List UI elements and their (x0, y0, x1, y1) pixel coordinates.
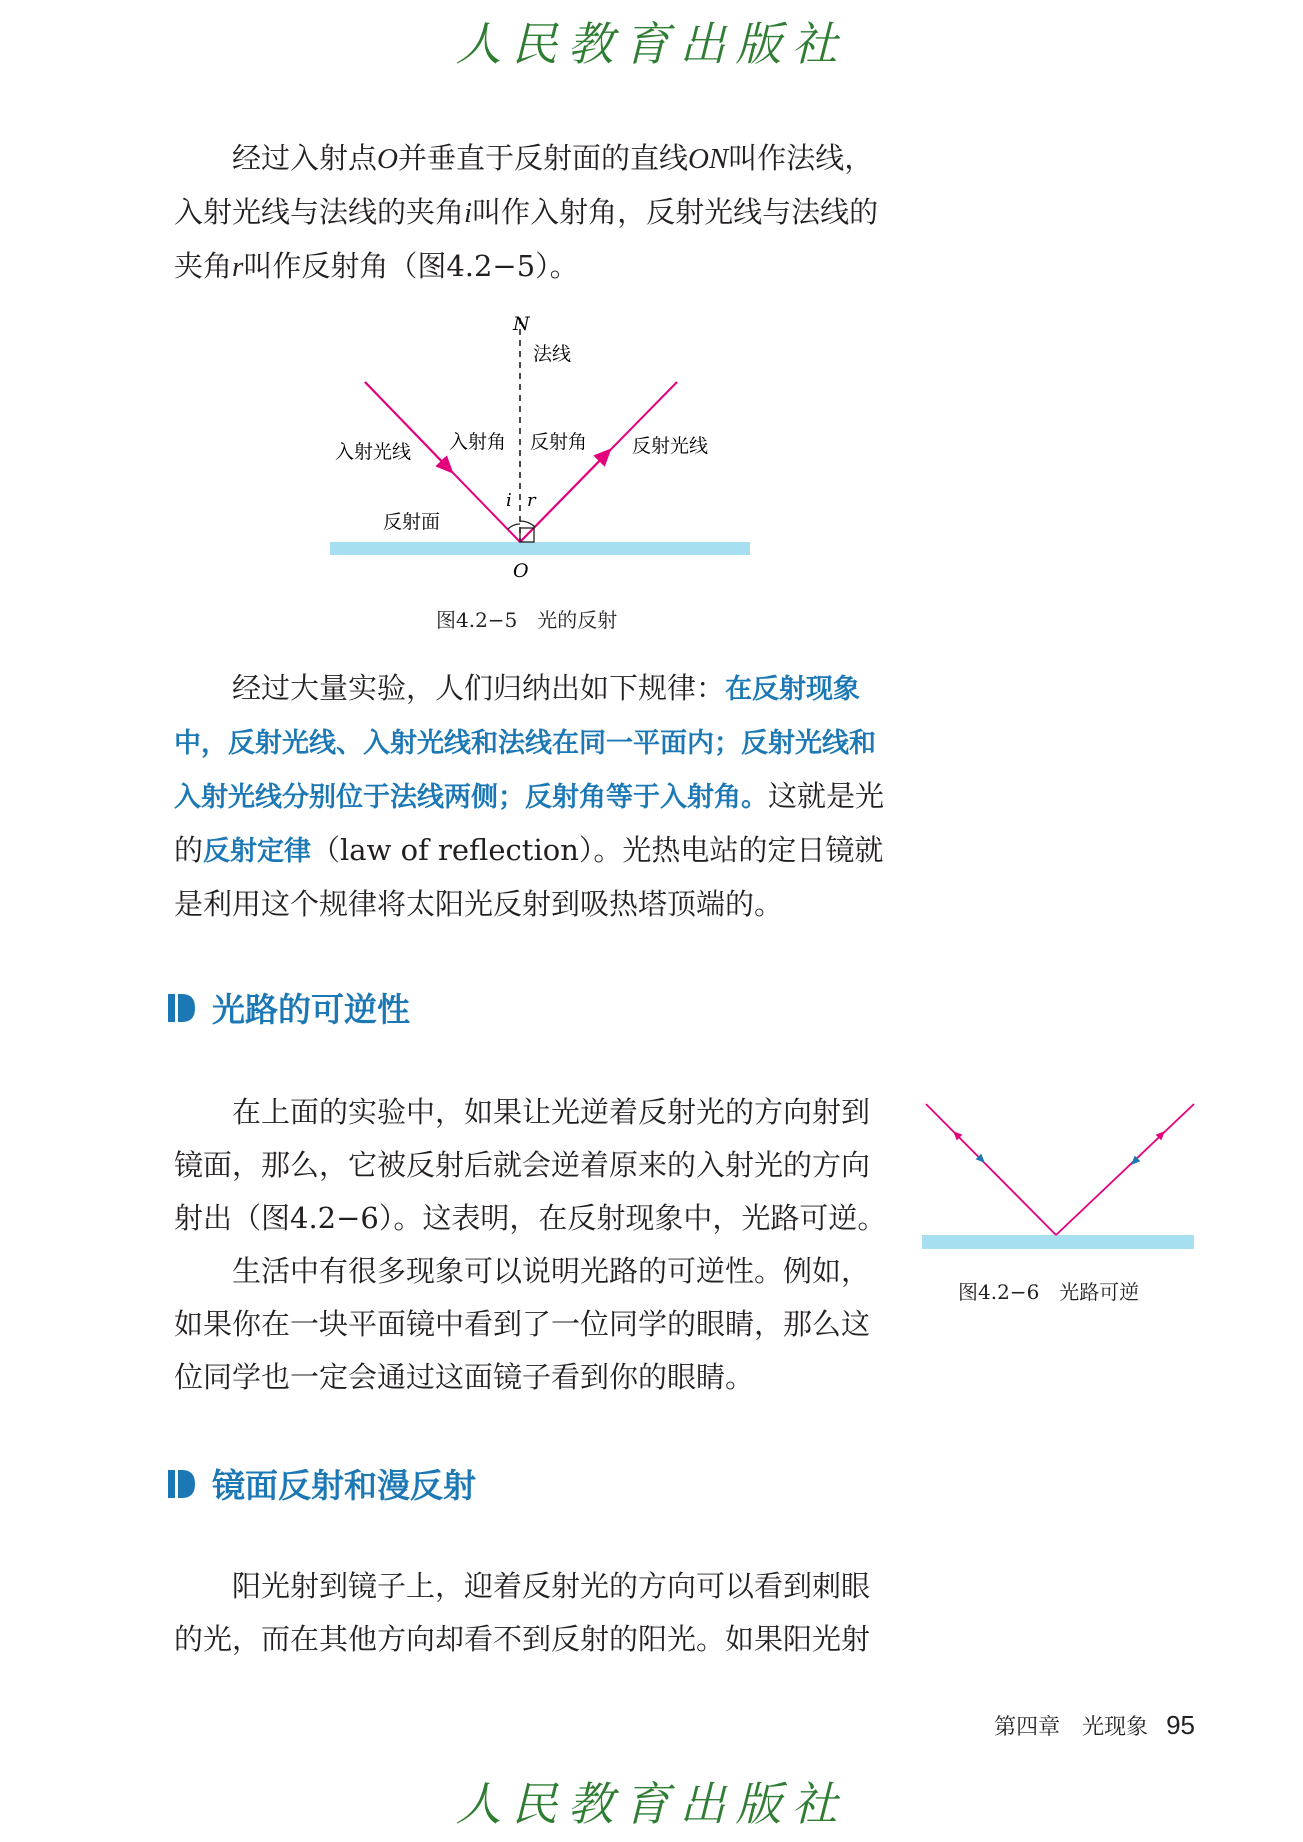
section-title-text: 光路的可逆性 (212, 990, 410, 1029)
label-o: O (513, 560, 529, 582)
paragraph-reversibility-example: 生活中有很多现象可以说明光路的可逆性。例如，如果你在一块平面镜中看到了一位同学的眼睛，那么这位同学也一定会通过这面镜子看到你的眼睛。 (174, 1254, 871, 1394)
page-number: 95 (1166, 1710, 1195, 1740)
section-heading-specular-diffuse (168, 1460, 476, 1507)
publisher-watermark-top: 人民教育出版社 (455, 17, 848, 71)
ray-left (926, 1104, 1056, 1235)
publisher-watermark-bottom: 人民教育出版社 (455, 1777, 848, 1831)
section-marker-icon (168, 991, 196, 1025)
label-n: N (513, 313, 530, 335)
mirror-surface (922, 1235, 1194, 1249)
paragraph-normal-definition: 经过入射点O并垂直于反射面的直线ON叫作法线，入射光线与法线的夹角i叫作入射角，反射光线与法线的夹角r叫作反射角（图4.2−5）。 (174, 141, 879, 283)
paragraph-reflection-law: 经过大量实验，人们归纳出如下规律：在反射现象中，反射光线、入射光线和法线在同一平面内；反射光线和入射光线分别位于法线两侧；反射角等于入射角。这就是光的反射定律（law of reflection）。光热电站的定日镜就是利用这个规律将太阳光反射到吸热塔顶端的。 (174, 671, 885, 921)
paragraph-reversibility: 在上面的实验中，如果让光逆着反射光的方向射到镜面，那么，它被反射后就会逆着原来的入射光的方向射出（图4.2−6）。这表明，在反射现象中，光路可逆。 (174, 1095, 887, 1235)
label-normal: 法线 (533, 343, 572, 365)
page-footer (994, 1710, 1195, 1741)
reflective-surface (330, 542, 750, 555)
reflection-angle-arc (520, 521, 535, 527)
reflection-diagram (320, 310, 760, 590)
reversible-path-diagram (920, 1098, 1200, 1258)
label-reflected-ray: 反射光线 (632, 435, 709, 457)
label-reflection-angle: 反射角 (530, 431, 588, 453)
label-i: i (506, 490, 512, 511)
paragraph-mirror-sunlight: 阳光射到镜子上，迎着反射光的方向可以看到刺眼的光，而在其他方向却看不到反射的阳光。如果阳光射 (174, 1569, 871, 1656)
figure-caption-4-2-6: 图4.2−6 光路可逆 (958, 1280, 1140, 1304)
label-surface: 反射面 (383, 511, 441, 533)
section-heading-reversibility (168, 984, 410, 1031)
incident-angle-arc (508, 524, 520, 529)
label-r: r (527, 490, 536, 511)
figure-caption-4-2-5: 图4.2−5 光的反射 (436, 608, 618, 632)
section-marker-icon (168, 1467, 196, 1501)
label-incident-ray: 入射光线 (335, 441, 412, 463)
chapter-label: 第四章 光现象 (994, 1715, 1149, 1740)
label-incident-angle: 入射角 (449, 431, 507, 453)
section-title-text: 镜面反射和漫反射 (212, 1466, 476, 1505)
ray-right (1056, 1104, 1194, 1235)
